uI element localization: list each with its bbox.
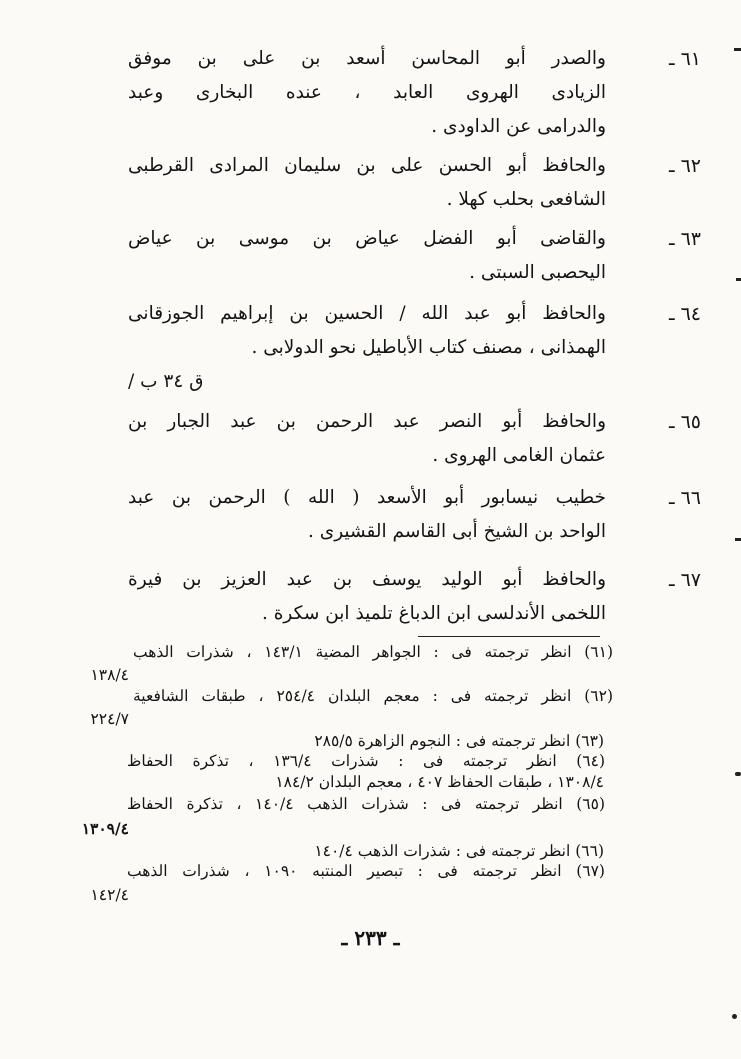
entry-66 (128, 481, 701, 549)
entry-64 (128, 297, 701, 399)
entry-line: اليحصبى السبتى . (469, 262, 606, 283)
footnote-67-cont: ١٤٢/٤ (90, 886, 129, 904)
page-number: ـ ٢٣٣ ـ (341, 926, 400, 950)
scan-mark (734, 48, 741, 51)
scan-mark (735, 538, 741, 541)
entry-line: عثمان الغامى الهروى . (432, 445, 606, 466)
scan-mark (736, 278, 741, 281)
folio-marker: / ق ٣٤ ب (128, 371, 204, 392)
entry-number: ٦٢ ـ (668, 155, 701, 177)
entry-line: والحافظ أبو الحسن على بن سليمان المرادى القرطبى (128, 155, 606, 176)
entry-number: ٦٧ ـ (668, 569, 701, 591)
entry-number: ٦٦ ـ (668, 487, 701, 509)
entry-line: الزيادى الهروى العابد ، عنده البخارى وعبد (128, 82, 606, 103)
entry-line: خطيب نيسابور أبو الأسعد ( الله ) الرحمن بن عبد (128, 487, 606, 508)
footnote-rule (418, 636, 600, 637)
entry-62 (128, 149, 701, 217)
footnote-63: (٦٣) انظر ترجمته فى : النجوم الزاهرة ٢٨٥/٥ (314, 732, 604, 750)
entry-line: الشافعى بحلب كهلا . (446, 189, 606, 210)
footnote-65-cont: ١٣٠٩/٤ (81, 819, 129, 838)
entry-number: ٦٥ ـ (668, 411, 701, 433)
entry-line: اللخمى الأندلسى ابن الدباغ تلميذ ابن سكرة . (261, 603, 606, 624)
footnote-65: (٦٥) انظر ترجمته فى : شذرات الذهب ١٤٠/٤ ، تذكرة الحفاظ (127, 795, 605, 813)
entry-67 (128, 563, 701, 631)
entry-line: والحافظ أبو النصر عبد الرحمن بن عبد الجبار بن (128, 411, 606, 432)
entry-number: ٦٣ ـ (668, 228, 701, 250)
footnote-64: (٦٤) انظر ترجمته فى : شذرات ١٣٦/٤ ، تذكرة الحفاظ (127, 752, 605, 770)
entry-line: والحافظ أبو عبد الله / الحسين بن إبراهيم الجوزقانى (128, 303, 606, 324)
entry-line: والصدر أبو المحاسن أسعد بن على بن موفق (128, 48, 606, 69)
entry-line: الواحد بن الشيخ أبى القاسم القشيرى . (307, 521, 606, 542)
entry-63 (128, 222, 701, 290)
entry-line: الهمذانى ، مصنف كتاب الأباطيل نحو الدولابى . (251, 337, 606, 358)
scan-mark (735, 772, 741, 776)
entry-65 (128, 405, 701, 473)
entry-number: ٦١ ـ (668, 48, 701, 70)
footnote-66: (٦٦) انظر ترجمته فى : شذرات الذهب ١٤٠/٤ (314, 842, 604, 860)
entry-line: والحافظ أبو الوليد يوسف بن عبد العزيز بن فيرة (128, 569, 606, 590)
footnote-61: (٦١) انظر ترجمته فى : الجواهر المضية ١٤٣/١ ، شذرات الذهب (133, 643, 613, 661)
footnote-61-cont: ١٣٨/٤ (90, 666, 129, 684)
entry-number: ٦٤ ـ (668, 303, 701, 325)
footnote-62-cont: ٢٢٤/٧ (90, 710, 129, 728)
scan-mark (732, 1014, 737, 1019)
entry-line: والقاضى أبو الفضل عياض بن موسى بن عياض (128, 228, 606, 249)
entry-61 (128, 42, 701, 144)
footnote-64-cont: ١٣٠٨/٤ ، طبقات الحفاظ ٤٠٧ ، معجم البلدان ١٨٤/٢ (275, 773, 604, 791)
footnote-62: (٦٢) انظر ترجمته فى : معجم البلدان ٢٥٤/٤ ، طبقات الشافعية (133, 687, 613, 705)
entry-line: والدرامى عن الداودى . (431, 116, 606, 137)
footnote-67: (٦٧) انظر ترجمته فى : تبصير المنتبه ١٠٩٠ ، شذرات الذهب (127, 862, 605, 880)
